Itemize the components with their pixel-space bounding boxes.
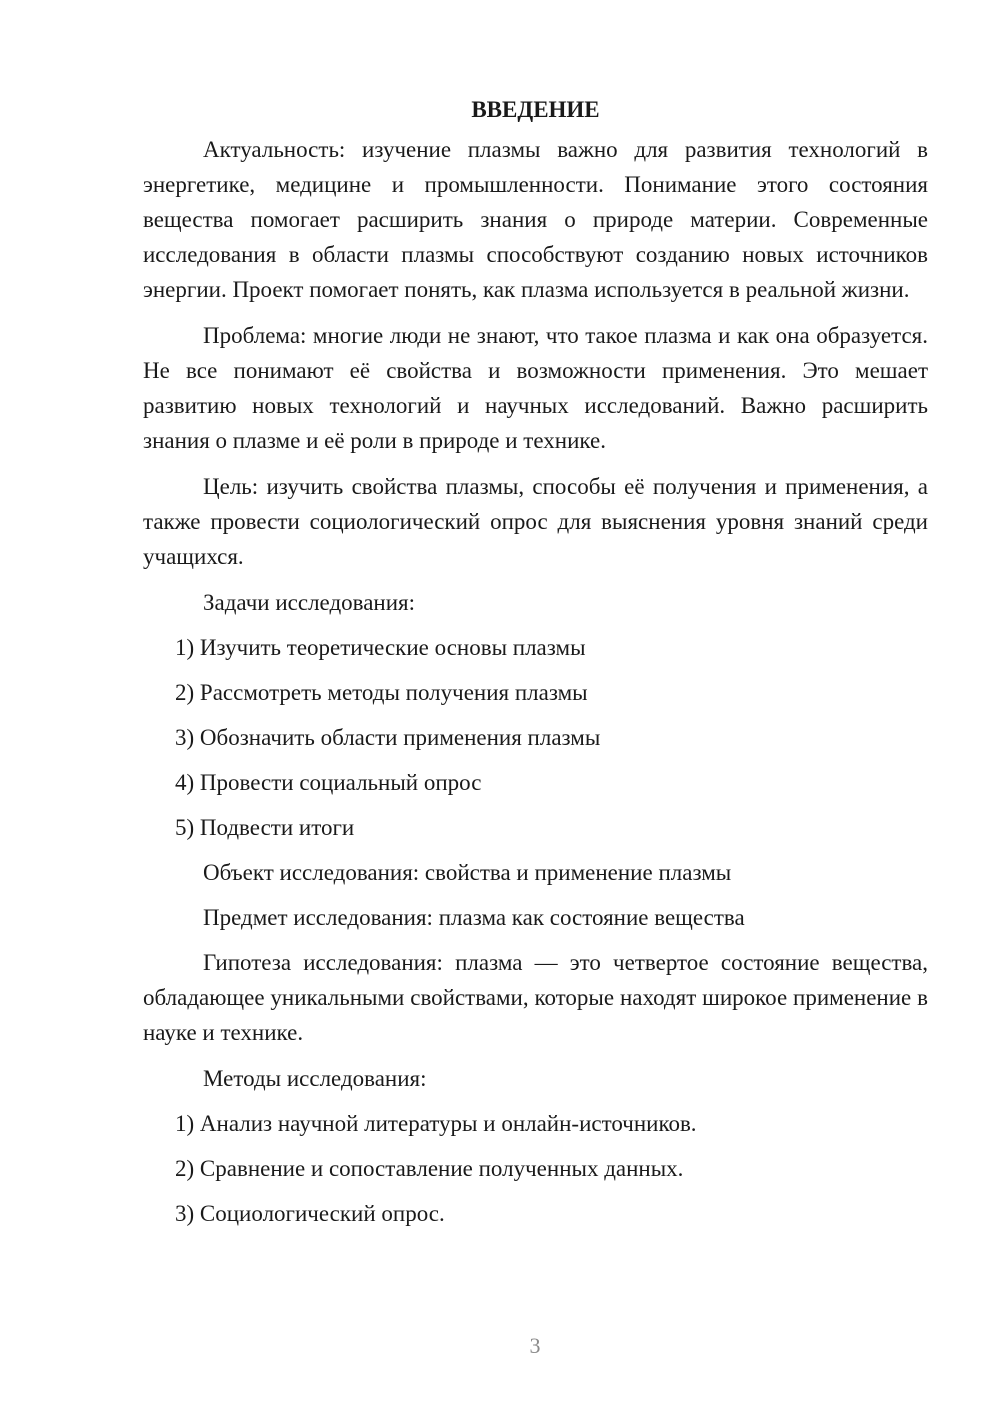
research-object: Объект исследования: свойства и применение плазмы [203,860,732,885]
method-item: 2) Сравнение и сопоставление полученных данных. [175,1156,684,1181]
hypothesis-paragraph: Гипотеза исследования: плазма — это четвертое состояние вещества, обладающее уникальными свойствами, которые находят широкое применение в науке и технике. [143,950,928,1045]
relevance-paragraph: Актуальность: изучение плазмы важно для развития технологий в энергетике, медицине и промышленности. Понимание этого состояния вещества помогает расширить знания о природе материи. Современные исследования в области плазмы способствуют созданию новых источников энергии. Проект помогает понять, как плазма используется в реальной жизни. [143,137,928,302]
goal-paragraph: Цель: изучить свойства плазмы, способы её получения и применения, а также провести социологический опрос для выяснения уровня знаний среди учащихся. [143,474,928,569]
tasks-heading: Задачи исследования: [203,590,416,615]
task-item: 4) Провести социальный опрос [175,770,482,795]
task-item: 3) Обозначить области применения плазмы [175,725,601,750]
document-body [143,92,928,1241]
problem-paragraph: Проблема: многие люди не знают, что такое плазма и как она образуется. Не все понимают её свойства и возможности применения. Это мешает развитию новых технологий и научных исследований. Важно расширить знания о плазме и её роли в природе и технике. [143,323,928,453]
section-title: ВВЕДЕНИЕ [471,97,600,122]
method-item: 1) Анализ научной литературы и онлайн-источников. [175,1111,697,1136]
research-subject: Предмет исследования: плазма как состояние вещества [203,905,745,930]
task-item: 2) Рассмотреть методы получения плазмы [175,680,588,705]
method-item: 3) Социологический опрос. [175,1201,445,1226]
page-number: 3 [529,1333,541,1358]
task-item: 5) Подвести итоги [175,815,355,840]
task-item: 1) Изучить теоретические основы плазмы [175,635,586,660]
methods-heading: Методы исследования: [203,1066,427,1091]
